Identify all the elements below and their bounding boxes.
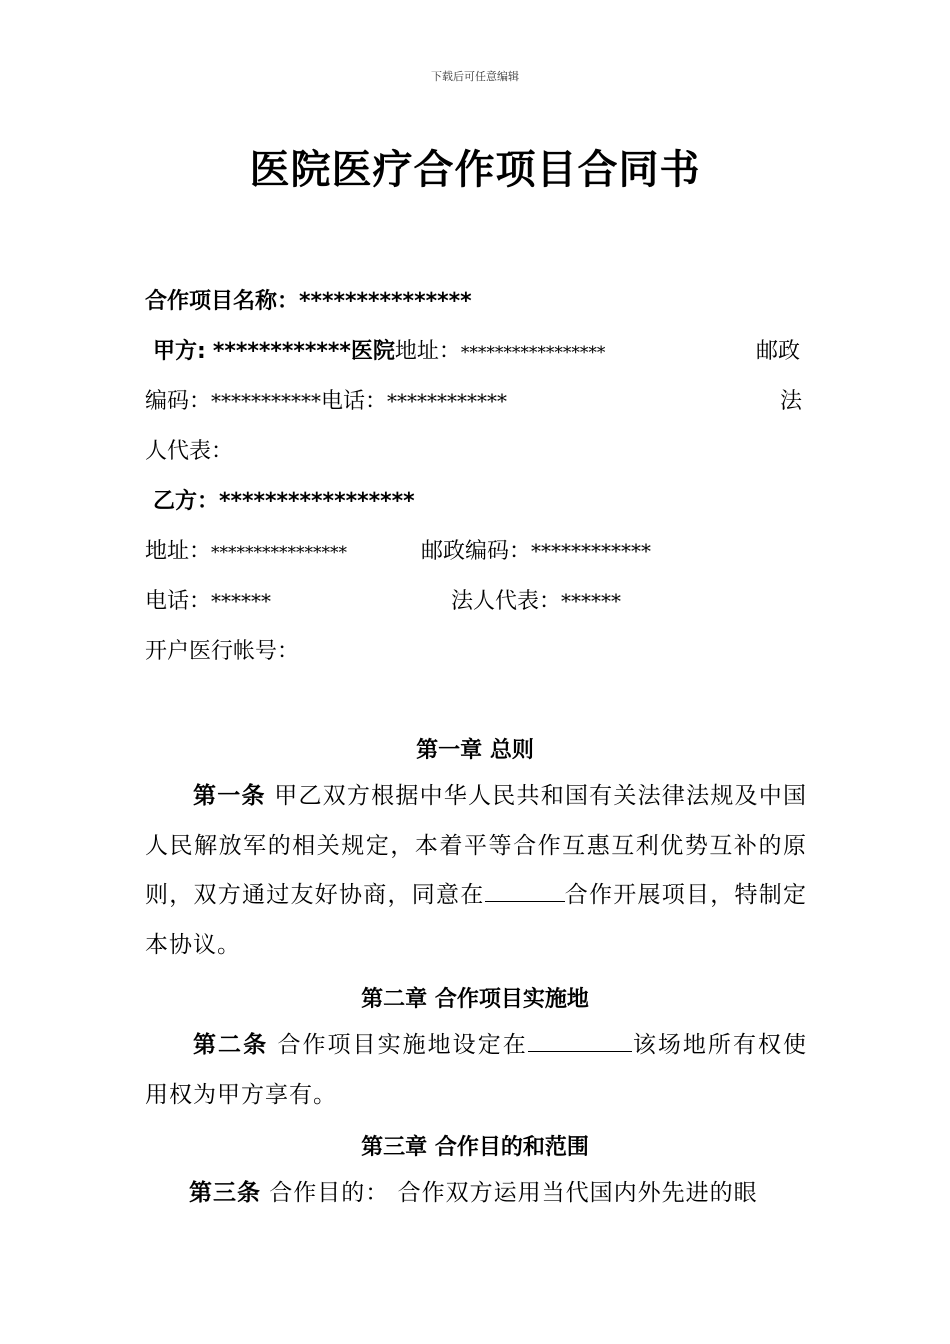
party-b-value: ***************** (219, 489, 415, 514)
article-paragraph (145, 772, 807, 970)
article-text: 甲乙双方根据中华人民共和国有关法律法规及中国人民解放军的相关规定，本着平等合作互惠互利优势互补的原则，双方通过友好协商，同意在 (145, 783, 808, 908)
party-b-phone-value: ****** (211, 589, 272, 613)
party-b-legal-rep-label: 法人代表： (451, 589, 562, 614)
article-paragraph (145, 1169, 807, 1219)
party-a-postal-label-part1: 邮政 (756, 339, 801, 364)
party-b-legal-rep-value: ****** (561, 589, 622, 613)
article-text: 合作目的： 合作双方运用当代国内外先进的眼 (261, 1180, 758, 1206)
party-b-postal-row (421, 534, 651, 565)
project-name-row (145, 284, 472, 315)
party-a-address-value: ***************** (460, 343, 606, 363)
article-label: 第二条 (193, 1032, 269, 1058)
article-text-continued: 该场地所有权使用权为甲方享有。 (145, 1032, 808, 1108)
fill-in-blank (528, 1029, 632, 1052)
party-b-postal-label: 邮政编码： (421, 539, 532, 564)
page-header-note: 下载后可任意编辑 (431, 70, 519, 83)
party-b-address-value: **************** (211, 543, 348, 563)
project-name-value: *************** (299, 289, 472, 314)
article-text-continued: 合作开展项目，特制定本协议。 (145, 882, 807, 958)
party-b-phone-row (145, 584, 271, 615)
article-paragraph (145, 1021, 807, 1120)
party-b-phone-label: 电话： (145, 589, 212, 614)
party-a-postal-value: *********** (211, 389, 322, 413)
party-a-postal-label-part2: 编码： (145, 389, 212, 414)
account-number-label: 开户医行帐号： (145, 639, 300, 664)
chapter-heading: 第二章 合作项目实施地 (361, 987, 589, 1012)
project-name-label: 合作项目名称： (145, 289, 300, 314)
party-b-address-label: 地址： (145, 539, 212, 564)
article-label: 第一条 (193, 783, 266, 809)
party-a-value: ************医院 (212, 339, 395, 364)
party-a-legal-rep-part2: 人代表： (145, 439, 234, 464)
party-a-label: 甲方: (153, 339, 206, 364)
party-a-phone-value: ************ (387, 389, 508, 413)
party-b-row (153, 484, 415, 515)
article-label: 第三条 (189, 1180, 261, 1206)
party-a-postal-row (145, 384, 507, 415)
party-a-legal-rep-part1: 法 (780, 389, 803, 414)
document-title: 医院医疗合作项目合同书 (249, 147, 701, 193)
party-a-row (153, 334, 605, 365)
party-a-address-label: 地址： (394, 339, 461, 364)
party-a-phone-label: 电话： (321, 389, 388, 414)
chapter-heading: 第三章 合作目的和范围 (361, 1135, 589, 1160)
party-b-legal-rep-row (451, 584, 621, 615)
chapter-heading: 第一章 总则 (416, 738, 534, 763)
party-b-label: 乙方： (153, 489, 220, 514)
fill-in-blank (485, 879, 565, 902)
article-text: 合作项目实施地设定在 (268, 1032, 528, 1058)
party-b-postal-value: ************ (531, 539, 652, 563)
party-b-address-row (145, 534, 347, 565)
